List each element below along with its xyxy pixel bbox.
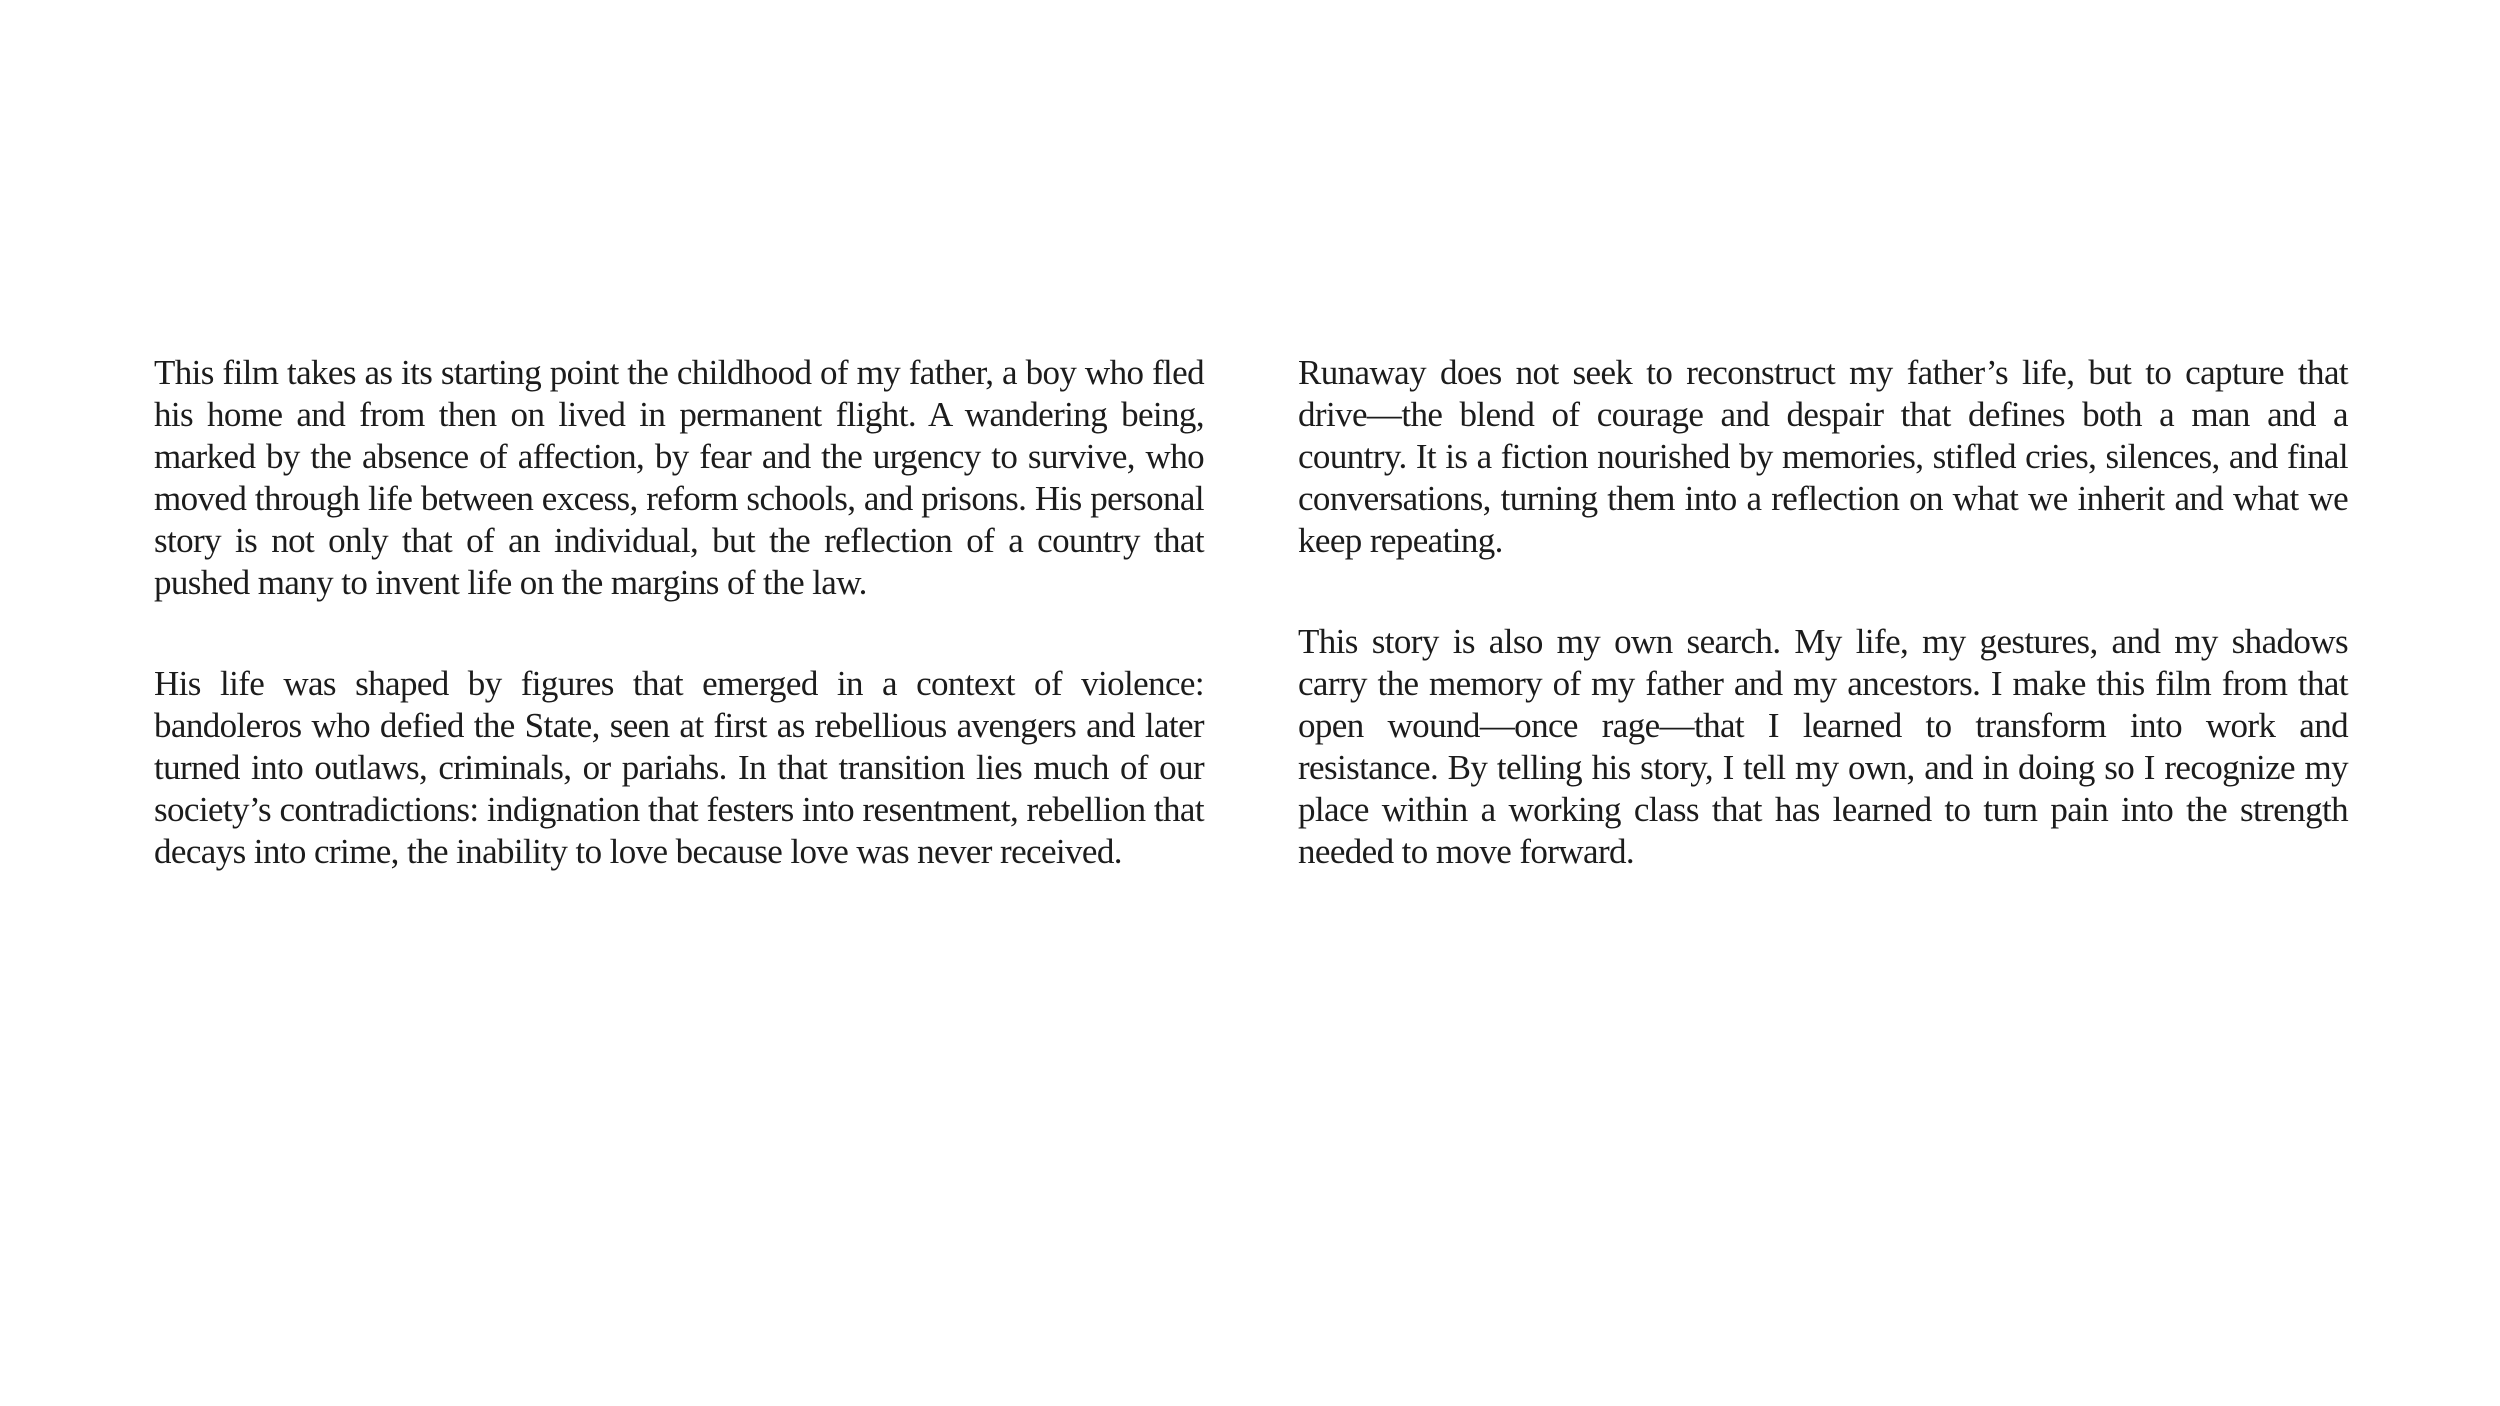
right-column bbox=[1298, 352, 2348, 873]
paragraph-runaway: Runaway does not seek to reconstruct my father’s life, but to capture that drive—the blend of courage and despair that defines both a man and a country. It is a fiction nourished by memories, stifled cries, silences, and final conversations, turning them into a reflection on what we inherit and what we keep repeating. bbox=[1298, 353, 2348, 560]
paragraph-own-search: This story is also my own search. My life, my gestures, and my shadows carry the memory of my father and my ancestors. I make this film from that open wound—once rage—that I learned to transform into work and resistance. By telling his story, I tell my own, and in doing so I recognize my place within a working class that has learned to turn pain into the strength needed to move forward. bbox=[1298, 622, 2348, 871]
paragraph-bandoleros: His life was shaped by figures that emerged in a context of violence: bandoleros who defied the State, seen at first as rebellious avengers and later turned into outlaws, criminals, or pariahs. In that transition lies much of our society’s contradictions: indignation that festers into resentment, rebellion that decays into crime, the inability to love because love was never received. bbox=[154, 664, 1204, 871]
paragraph-childhood: This film takes as its starting point the childhood of my father, a boy who fled his home and from then on lived in permanent flight. A wandering being, marked by the absence of affection, by fear and the urgency to survive, who moved through life between excess, reform schools, and prisons. His personal story is not only that of an individual, but the reflection of a country that pushed many to invent life on the margins of the law. bbox=[154, 353, 1204, 602]
left-column bbox=[154, 352, 1204, 873]
